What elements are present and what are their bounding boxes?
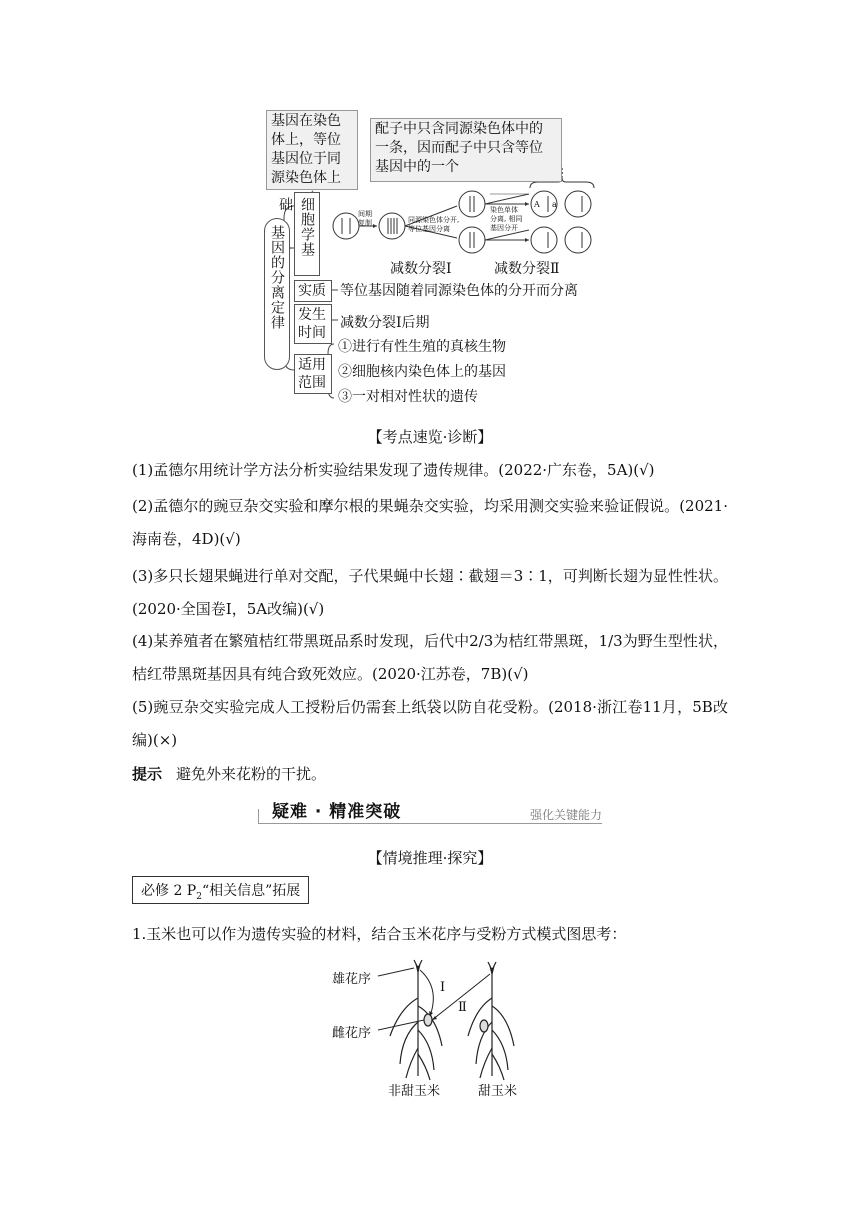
branch-time xyxy=(294,304,332,344)
extension-box xyxy=(132,876,309,904)
branch-scope-label: 适用范围 xyxy=(298,357,326,391)
label-interphase-line: 间期 xyxy=(358,210,372,218)
section-banner xyxy=(258,797,602,827)
label-chromatid-separation xyxy=(490,206,522,233)
diagnosis-item: (2)孟德尔的豌豆杂交实验和摩尔根的果蝇杂交实验，均采用测交实验来验证假说。(2021·海南卷，4D)(√) xyxy=(132,497,728,548)
banner-subtitle: 强化关键能力 xyxy=(529,808,602,822)
diagnosis-item: (4)某养殖者在繁殖桔红带黑斑品系时发现，后代中2/3为桔红带黑斑，1/3为野生型性状，桔红带黑斑基因具有纯合致死效应。(2020·江苏卷，7B)(√) xyxy=(132,632,728,683)
label-sep-line: 等位基因分离 xyxy=(408,225,450,233)
branch-essence: 实质 xyxy=(294,280,332,302)
pollination-path-2: Ⅱ xyxy=(458,1000,467,1015)
diagnosis-item: (5)豌豆杂交实验完成人工授粉后仍需套上纸袋以防自花受粉。(2018·浙江卷11月，5B改编)(×) xyxy=(132,698,728,749)
diagnosis-item: (3)多只长翅果蝇进行单对交配，子代果蝇中长翅∶截翅＝3∶1，可判断长翅为显性性状。(2020·全国卷Ⅰ，5A改编)(√) xyxy=(132,567,728,618)
section-title-inquiry: 【情境推理·探究】 xyxy=(367,849,493,867)
note-left-line: 源染色体上 xyxy=(271,170,341,186)
branch-cellular-basis: 细胞学基础 xyxy=(294,192,320,276)
extension-subscript: 2 xyxy=(196,891,202,902)
male-inflorescence-label: 雄花序 xyxy=(332,972,372,987)
note-left-line: 基因在染色 xyxy=(271,113,341,129)
meiosis-1-label: 减数分裂Ⅰ xyxy=(390,261,452,277)
meiosis-2-label: 减数分裂Ⅱ xyxy=(494,261,560,277)
label-interphase xyxy=(358,210,372,228)
label-sep-line: 同源染色体分开, xyxy=(408,216,460,224)
diagnosis-item: (1)孟德尔用统计学方法分析实验结果发现了遗传规律。(2022·广东卷，5A)(√) xyxy=(132,461,655,479)
branch-scope xyxy=(294,354,332,394)
note-right-line: 基因中的一个 xyxy=(375,159,459,175)
label-chromatid-line: 分离, 相同 xyxy=(490,215,523,223)
concept-note-chromosome xyxy=(266,110,358,190)
note-right-line: 一条，因而配子中只含等位 xyxy=(375,140,543,156)
pollination-path-1: Ⅰ xyxy=(440,980,446,995)
section-title-diagnosis: 【考点速览·诊断】 xyxy=(367,428,493,446)
concept-map xyxy=(258,108,618,408)
concept-note-gamete xyxy=(370,118,562,182)
allele-a-label: a xyxy=(552,200,557,209)
note-left-line: 体上，等位 xyxy=(271,132,341,148)
scope-item: ①进行有性生殖的真核生物 xyxy=(338,339,506,355)
extension-prefix: 必修 2 P xyxy=(141,883,197,899)
label-chromatid-line: 基因分开 xyxy=(490,224,518,232)
non-sweet-corn-label: 非甜玉米 xyxy=(388,1084,441,1099)
label-homolog-separation xyxy=(408,216,459,234)
extension-suffix: “相关信息”拓展 xyxy=(201,883,301,899)
time-text: 减数分裂Ⅰ后期 xyxy=(340,315,430,331)
label-chromatid-line: 染色单体 xyxy=(490,206,518,214)
label-interphase-line: 复制 xyxy=(358,219,372,227)
note-left-line: 基因位于同 xyxy=(271,151,341,167)
essence-text: 等位基因随着同源染色体的分开而分离 xyxy=(340,283,578,299)
note-right-line: 配子中只含同源染色体中的 xyxy=(375,121,543,137)
main-topic-label: 基因的分离定律 xyxy=(264,218,290,370)
allele-A-label: A xyxy=(534,200,540,209)
hint-text: 避免外来花粉的干扰。 xyxy=(176,765,327,783)
question-1: 1.玉米也可以作为遗传实验的材料，结合玉米花序与受粉方式模式图思考： xyxy=(132,925,627,943)
banner-underline xyxy=(258,823,602,824)
banner-title: 疑难 · 精准突破 xyxy=(272,802,402,822)
female-inflorescence-label: 雌花序 xyxy=(332,1026,372,1041)
hint-label: 提示 xyxy=(132,765,163,783)
branch-time-label: 发生时间 xyxy=(298,307,326,341)
corn-illustration xyxy=(320,958,560,1098)
hint-line xyxy=(132,758,728,791)
banner-tick xyxy=(258,809,259,824)
sweet-corn-label: 甜玉米 xyxy=(478,1084,518,1099)
scope-item: ②细胞核内染色体上的基因 xyxy=(338,364,506,380)
scope-item: ③一对相对性状的遗传 xyxy=(338,389,478,405)
